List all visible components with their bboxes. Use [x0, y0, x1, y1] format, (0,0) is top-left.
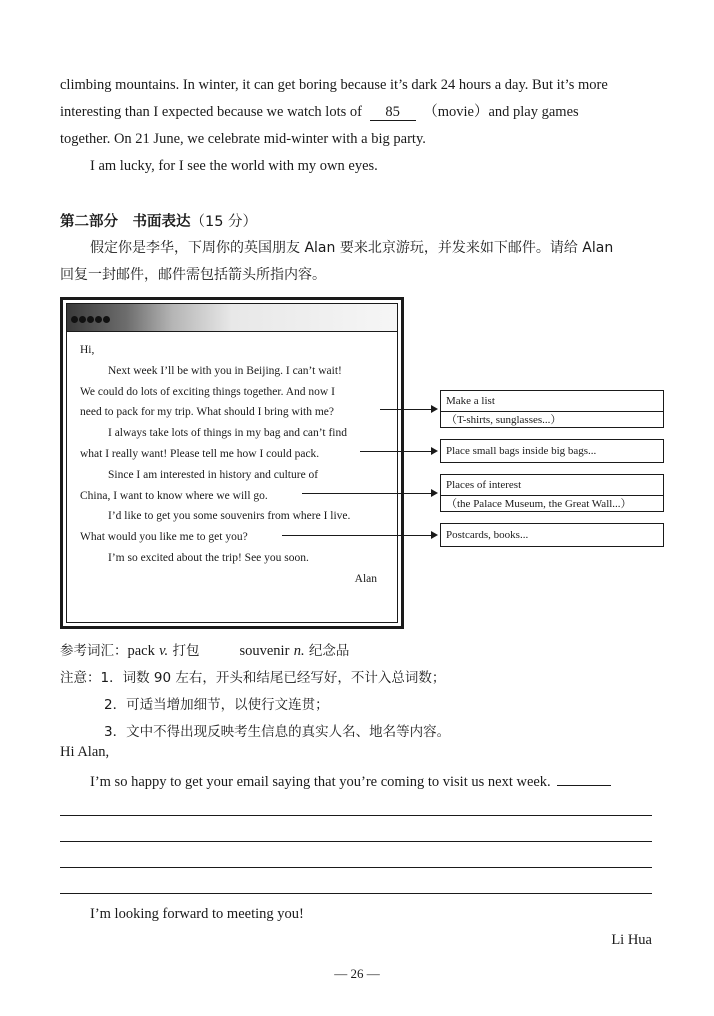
arrow-line-3 — [302, 493, 432, 494]
email-line: I always take lots of things in my bag and can’t find — [108, 427, 348, 440]
arrow-head-2 — [431, 447, 438, 455]
vocab-pos: v. — [159, 643, 169, 659]
writing-line[interactable] — [60, 841, 652, 842]
section-title — [60, 210, 257, 231]
vocab-word: pack — [127, 643, 155, 659]
note-item: 注意：1．词数 90 左右，开头和结尾已经写好，不计入总词数； — [60, 670, 446, 686]
callout-title: Place small bags inside big bags... — [446, 445, 597, 457]
email-line: what I really want! Please tell me how I could pack. — [80, 447, 320, 460]
callout-title: Make a list — [446, 395, 495, 407]
answer-signature: Li Hua — [611, 932, 652, 948]
callout-detail: （T-shirts, sunglasses...） — [446, 414, 562, 426]
writing-blank[interactable] — [557, 772, 611, 786]
arrow-head-1 — [431, 405, 438, 413]
task-line-1: 假定你是李华，下周你的英国朋友 Alan 要来北京游玩，并发来如下邮件。请给 Alan — [90, 240, 614, 256]
email-body — [80, 340, 385, 590]
vocab-pos: n. — [293, 643, 305, 659]
task-line-2: 回复一封邮件，邮件需包括箭头所指内容。 — [60, 267, 326, 283]
passage-line-2-before: interesting than I expected because we watch lots of — [60, 104, 362, 120]
email-banner — [67, 304, 397, 332]
email-line: Since I am interested in history and culture of — [108, 468, 319, 481]
section-score: （15 分） — [190, 214, 258, 230]
answer-opening-text: I’m so happy to get your email saying that you’re coming to visit us next week. — [90, 774, 551, 790]
section-title-text: 第二部分 书面表达 — [60, 214, 191, 230]
vocab-meaning: 打包 — [172, 643, 200, 659]
callout-detail: （the Palace Museum, the Great Wall...） — [446, 498, 632, 510]
reference-vocabulary — [60, 640, 349, 662]
banner-dot — [103, 316, 110, 323]
arrow-line-1 — [380, 409, 432, 410]
arrow-line-4 — [282, 535, 432, 536]
banner-dot — [87, 316, 94, 323]
note-item: 2．可适当增加细节，以使行文连贯； — [104, 697, 329, 713]
answer-greeting: Hi Alan, — [60, 744, 110, 760]
callout-places — [440, 474, 664, 512]
writing-line[interactable] — [60, 893, 652, 894]
email-greeting: Hi, — [80, 344, 95, 356]
email-box — [60, 297, 404, 629]
task-instructions — [60, 235, 668, 289]
callout-title: Postcards, books... — [446, 529, 529, 541]
arrow-head-4 — [431, 531, 438, 539]
passage-line-2-after: （movie）and play games — [423, 104, 579, 120]
banner-dot — [95, 316, 102, 323]
page-number: — 26 — — [334, 966, 380, 981]
callout-make-list — [440, 390, 664, 428]
passage-line-1: climbing mountains. In winter, it can get boring because it’s dark 24 hours a day. But it’s more — [60, 77, 608, 93]
writing-line[interactable] — [60, 867, 652, 868]
arrow-head-3 — [431, 489, 438, 497]
email-line: need to pack for my trip. What should I bring with me? — [80, 406, 335, 419]
email-signature: Alan — [354, 572, 377, 585]
email-line: We could do lots of exciting things together. And now I — [80, 385, 335, 398]
answer-blank-85: 85 — [370, 104, 416, 121]
notes — [60, 665, 450, 746]
answer-closing: I’m looking forward to meeting you! — [90, 906, 304, 922]
passage-line-2 — [60, 99, 668, 126]
email-line: Next week I’ll be with you in Beijing. I can’t wait! — [108, 364, 342, 377]
email-line: I’d like to get you some souvenirs from where I live. — [108, 510, 351, 523]
vocab-word: souvenir — [239, 643, 290, 659]
callout-title: Places of interest — [446, 479, 522, 491]
callout-souvenirs — [440, 523, 664, 547]
answer-opening — [90, 772, 611, 791]
banner-dot — [71, 316, 78, 323]
note-item: 3．文中不得出现反映考生信息的真实人名、地名等内容。 — [104, 724, 451, 740]
vocab-label: 参考词汇： — [60, 643, 128, 659]
callout-packing — [440, 439, 664, 463]
writing-line[interactable] — [60, 815, 652, 816]
email-box-inner — [66, 303, 398, 623]
notes-label: 注意： — [60, 670, 101, 686]
reading-passage-tail — [60, 72, 668, 180]
passage-line-4: I am lucky, for I see the world with my own eyes. — [90, 158, 378, 174]
email-line: What would you like me to get you? — [80, 531, 248, 544]
arrow-line-2 — [360, 451, 432, 452]
email-line: I’m so excited about the trip! See you soon. — [108, 551, 309, 564]
passage-line-3: together. On 21 June, we celebrate mid-winter with a big party. — [60, 131, 426, 147]
email-line: China, I want to know where we will go. — [80, 489, 268, 502]
vocab-meaning: 纪念品 — [308, 643, 350, 659]
banner-dot — [79, 316, 86, 323]
